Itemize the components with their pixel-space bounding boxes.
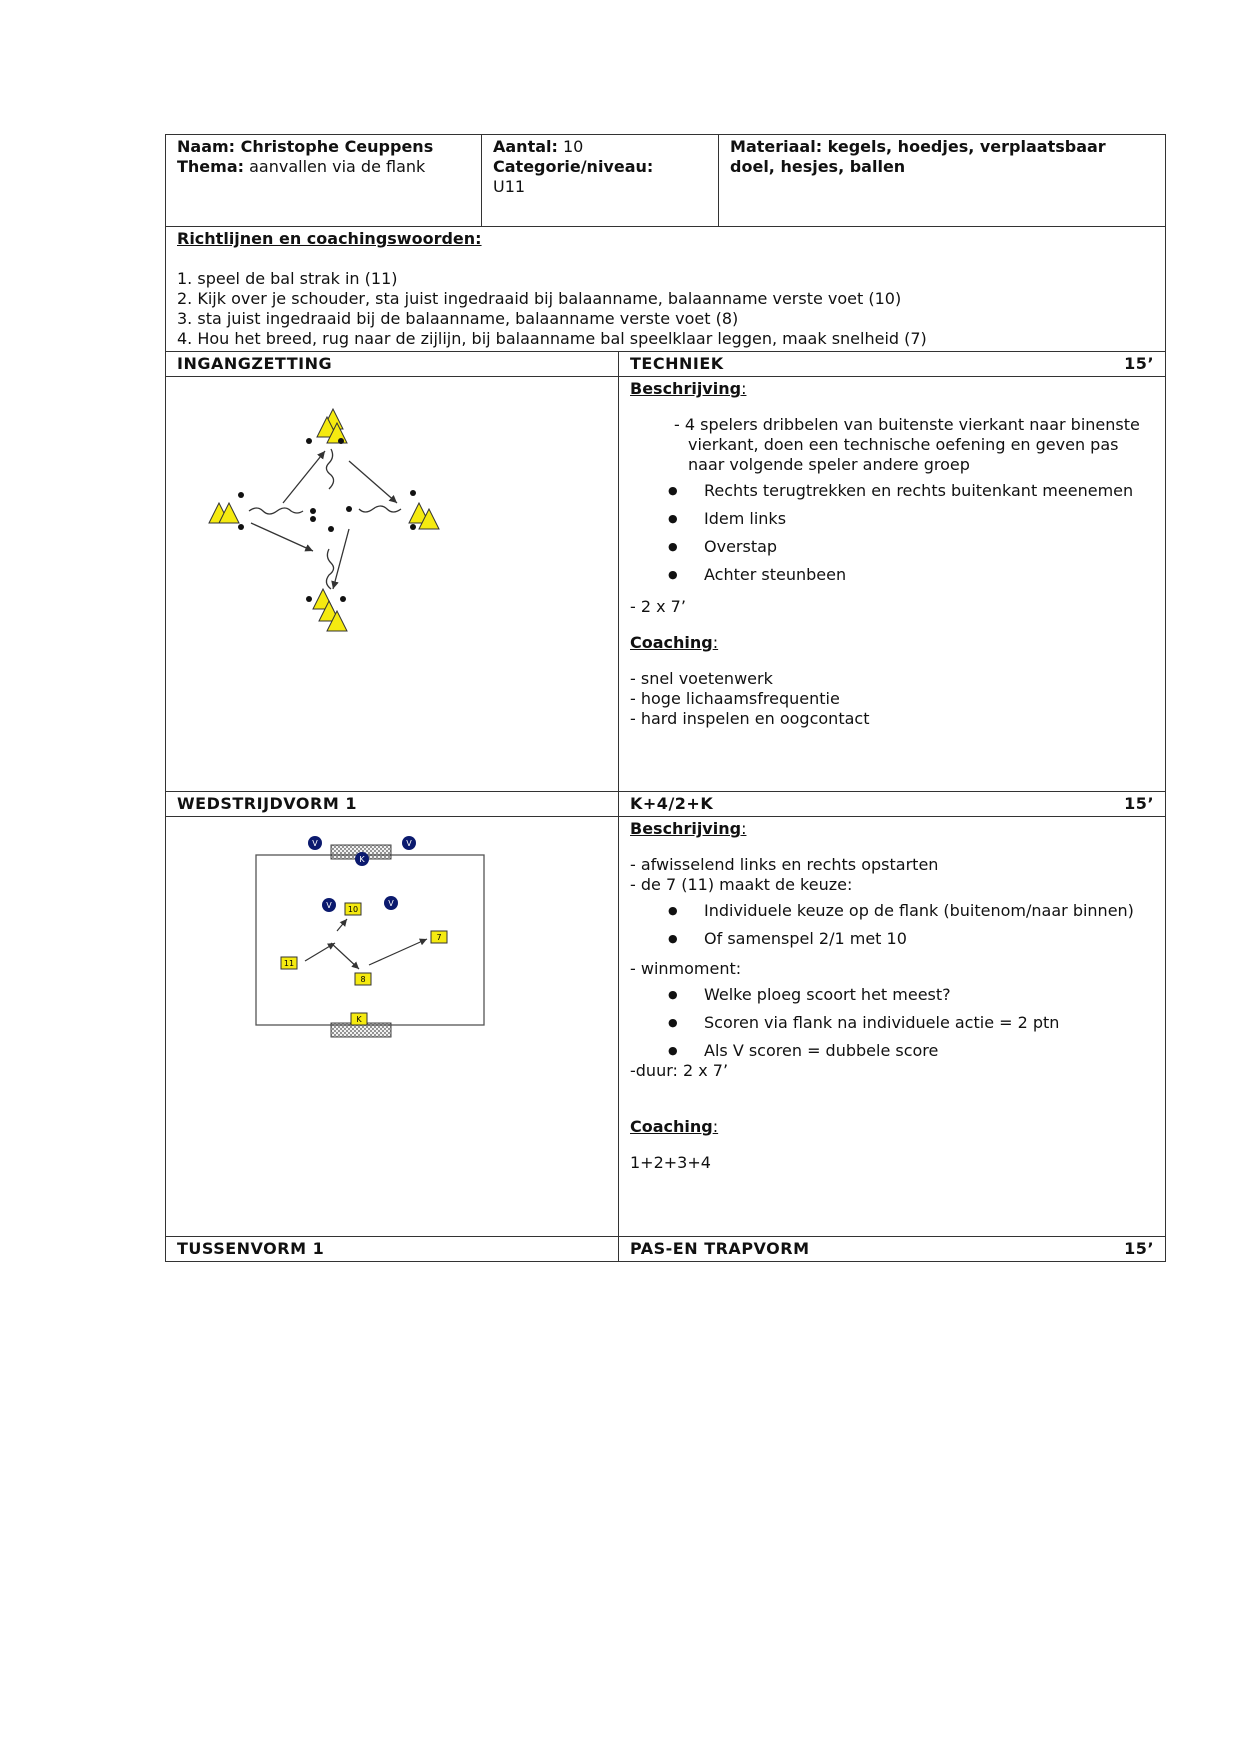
pass-arrows <box>305 919 427 969</box>
section-header-row <box>166 792 1166 817</box>
section2-body-row <box>166 817 1166 1237</box>
svg-text:K: K <box>359 855 365 864</box>
technique-item: ● Achter steunbeen <box>630 565 1154 585</box>
svg-text:V: V <box>312 839 318 848</box>
technique-item: ● Overstap <box>630 537 1154 557</box>
materiaal-cell: Materiaal: kegels, hoedjes, verplaatsbaar doel, hesjes, ballen <box>719 135 1166 227</box>
match-diagram <box>251 835 691 1075</box>
win-item: ● Als V scoren = dubbele score <box>630 1041 1154 1061</box>
header-row <box>166 135 1166 227</box>
section1-description <box>619 377 1166 792</box>
svg-text:K: K <box>356 1015 362 1024</box>
coaching-item: - snel voetenwerk <box>630 669 773 688</box>
coaching-item: - hoge lichaamsfrequentie <box>630 689 840 708</box>
pass-arrows <box>251 451 397 589</box>
technique-item: ● Idem links <box>630 509 1154 529</box>
diagram-cell <box>166 377 619 792</box>
desc-title: Beschrijving: <box>630 819 747 838</box>
win-list <box>630 985 1154 1061</box>
section-duration: 15’ <box>1124 354 1155 373</box>
naam: Naam: Christophe Ceuppens <box>177 137 434 156</box>
svg-text:10: 10 <box>347 905 359 914</box>
diagram-cell <box>166 817 619 1237</box>
win-title: - winmoment: <box>630 959 742 978</box>
cone-group-top <box>317 409 347 443</box>
section-left-title: WEDSTRIJDVORM 1 <box>166 792 619 817</box>
training-sheet <box>165 134 1165 1262</box>
aantal-cell <box>482 135 719 227</box>
svg-text:11: 11 <box>283 959 295 968</box>
svg-text:V: V <box>326 901 332 910</box>
coach-title: Coaching: <box>630 633 719 652</box>
duur: -duur: 2 x 7’ <box>630 1061 729 1080</box>
coaching-item: 1+2+3+4 <box>630 1153 711 1172</box>
section-duration: 15’ <box>1124 794 1155 813</box>
coach-title: Coaching: <box>630 1117 719 1136</box>
section1-body-row <box>166 377 1166 792</box>
svg-text:7: 7 <box>436 933 442 942</box>
guidelines-title: Richtlijnen en coachingswoorden: <box>177 229 482 248</box>
section-header-row <box>166 352 1166 377</box>
cone-group-left <box>209 503 239 523</box>
section-left-title: TUSSENVORM 1 <box>166 1237 619 1262</box>
guideline-item: 4. Hou het breed, rug naar de zijlijn, bij balaanname bal speelklaar leggen, maak snelheid (7) <box>177 329 927 348</box>
technique-list <box>630 481 1154 585</box>
choice-item: ● Individuele keuze op de flank (buitenom/naar binnen) <box>630 901 1154 921</box>
coaching-item: - hard inspelen en oogcontact <box>630 709 870 728</box>
desc-line: - de 7 (11) maakt de keuze: <box>630 875 853 894</box>
naam-thema-cell <box>166 135 482 227</box>
categorie-label: Categorie/niveau: <box>493 157 654 176</box>
desc-title: Beschrijving: <box>630 379 747 398</box>
choice-item: ● Of samenspel 2/1 met 10 <box>630 929 1154 949</box>
thema-value: aanvallen via de flank <box>249 157 426 176</box>
dribble-diagram <box>201 399 631 699</box>
guideline-item: 1. speel de bal strak in (11) <box>177 269 398 288</box>
section2-description <box>619 817 1166 1237</box>
section-right-label: TECHNIEK <box>630 354 724 373</box>
section-header-row <box>166 1237 1166 1262</box>
categorie-value: U11 <box>493 177 526 196</box>
attackers <box>281 903 447 1025</box>
desc-time: - 2 x 7’ <box>630 597 686 616</box>
aantal-label: Aantal: <box>493 137 558 156</box>
svg-text:8: 8 <box>360 975 366 984</box>
cone-group-bottom <box>313 589 347 631</box>
desc-intro: - 4 spelers dribbelen van buitenste vierkant naar binenste vierkant, doen een technische oefening en geven pas naar volgende speler andere groep <box>674 415 1140 474</box>
section-right-label: PAS-EN TRAPVORM <box>630 1239 810 1258</box>
win-item: ● Scoren via flank na individuele actie = 2 ptn <box>630 1013 1154 1033</box>
section-right-title <box>619 792 1166 817</box>
dribble-paths <box>249 449 401 589</box>
guidelines-cell <box>166 227 1166 352</box>
guideline-item: 2. Kijk over je schouder, sta juist ingedraaid bij balaanname, balaanname verste voet (10) <box>177 289 902 308</box>
choice-list <box>630 901 1154 949</box>
training-table <box>165 134 1166 1262</box>
guidelines-row <box>166 227 1166 352</box>
win-item: ● Welke ploeg scoort het meest? <box>630 985 1154 1005</box>
aantal-value: 10 <box>563 137 584 156</box>
section-duration: 15’ <box>1124 1239 1155 1258</box>
field <box>256 855 484 1025</box>
svg-text:V: V <box>406 839 412 848</box>
section-left-title: INGANGZETTING <box>166 352 619 377</box>
section-right-title <box>619 1237 1166 1262</box>
thema-label: Thema: <box>177 157 245 176</box>
section-right-label: K+4/2+K <box>630 794 714 813</box>
desc-line: - afwisselend links en rechts opstarten <box>630 855 939 874</box>
guideline-item: 3. sta juist ingedraaid bij de balaanname, balaanname verste voet (8) <box>177 309 739 328</box>
technique-item: ● Rechts terugtrekken en rechts buitenkant meenemen <box>630 481 1154 501</box>
section-right-title <box>619 352 1166 377</box>
svg-text:V: V <box>388 899 394 908</box>
